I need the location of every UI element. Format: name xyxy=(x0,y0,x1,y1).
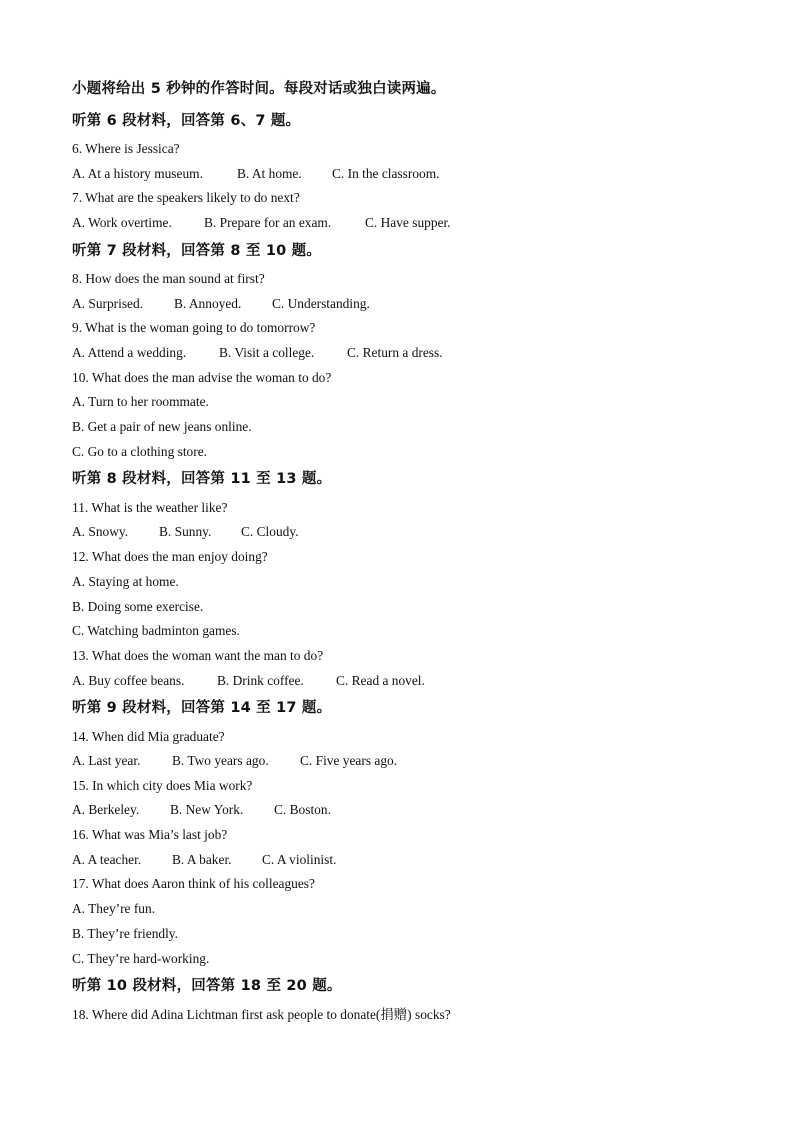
answer-option: A. Attend a wedding. xyxy=(72,345,187,360)
answer-option: B. Annoyed. xyxy=(174,296,242,311)
answer-option: C. Have supper. xyxy=(365,215,451,230)
answer-option: C. Read a novel. xyxy=(336,673,425,688)
answer-option: B. They’re friendly. xyxy=(72,926,178,941)
section-heading: 听第 7 段材料，回答第 8 至 10 题。 xyxy=(72,243,322,259)
section-heading: 听第 9 段材料，回答第 14 至 17 题。 xyxy=(72,700,332,716)
answer-option: B. Sunny. xyxy=(159,524,212,539)
answer-option: B. Visit a college. xyxy=(219,345,315,360)
answer-option: C. A violinist. xyxy=(262,852,337,867)
section-heading: 听第 10 段材料，回答第 18 至 20 题。 xyxy=(72,978,342,994)
answer-option: C. Boston. xyxy=(274,802,331,817)
question-text: 15. In which city does Mia work? xyxy=(72,778,253,793)
answer-option: C. Watching badminton games. xyxy=(72,623,240,638)
answer-option: B. At home. xyxy=(237,166,302,181)
question-text: 13. What does the woman want the man to do? xyxy=(72,648,324,663)
answer-option: B. Prepare for an exam. xyxy=(204,215,332,230)
answer-option: B. Doing some exercise. xyxy=(72,599,204,614)
answer-option: C. They’re hard-working. xyxy=(72,951,210,966)
question-text: 7. What are the speakers likely to do next? xyxy=(72,190,300,205)
answer-option: B. Drink coffee. xyxy=(217,673,304,688)
answer-option: A. They’re fun. xyxy=(72,901,156,916)
answer-option: B. A baker. xyxy=(172,852,232,867)
answer-option: A. Buy coffee beans. xyxy=(72,673,185,688)
answer-option: A. Turn to her roommate. xyxy=(72,394,209,409)
answer-option: A. Snowy. xyxy=(72,524,129,539)
question-text: 8. How does the man sound at first? xyxy=(72,271,265,286)
answer-option: C. In the classroom. xyxy=(332,166,440,181)
question-text: 12. What does the man enjoy doing? xyxy=(72,549,268,564)
question-text: 16. What was Mia’s last job? xyxy=(72,827,228,842)
answer-option: C. Cloudy. xyxy=(241,524,299,539)
answer-option: A. At a history museum. xyxy=(72,166,203,181)
answer-option: B. New York. xyxy=(170,802,244,817)
section-heading: 小题将给出 5 秒钟的作答时间。每段对话或独白读两遍。 xyxy=(72,81,446,97)
question-text: 14. When did Mia graduate? xyxy=(72,729,225,744)
question-text: 18. Where did Adina Lichtman first ask people to donate(捐赠) socks? xyxy=(72,1007,451,1022)
answer-option: C. Understanding. xyxy=(272,296,370,311)
answer-option: A. Staying at home. xyxy=(72,574,179,589)
answer-option: A. Berkeley. xyxy=(72,802,140,817)
answer-option: A. A teacher. xyxy=(72,852,142,867)
question-text: 6. Where is Jessica? xyxy=(72,141,180,156)
section-heading: 听第 8 段材料，回答第 11 至 13 题。 xyxy=(72,471,332,487)
question-text: 17. What does Aaron think of his colleagues? xyxy=(72,876,315,891)
answer-option: B. Two years ago. xyxy=(172,753,269,768)
question-text: 11. What is the weather like? xyxy=(72,500,228,515)
answer-option: A. Surprised. xyxy=(72,296,144,311)
answer-option: B. Get a pair of new jeans online. xyxy=(72,419,252,434)
answer-option: C. Return a dress. xyxy=(347,345,443,360)
answer-option: A. Work overtime. xyxy=(72,215,172,230)
question-text: 9. What is the woman going to do tomorrow? xyxy=(72,320,316,335)
question-text: 10. What does the man advise the woman to do? xyxy=(72,370,332,385)
section-heading: 听第 6 段材料，回答第 6、7 题。 xyxy=(72,113,301,129)
answer-option: A. Last year. xyxy=(72,753,141,768)
answer-option: C. Go to a clothing store. xyxy=(72,444,208,459)
answer-option: C. Five years ago. xyxy=(300,753,398,768)
